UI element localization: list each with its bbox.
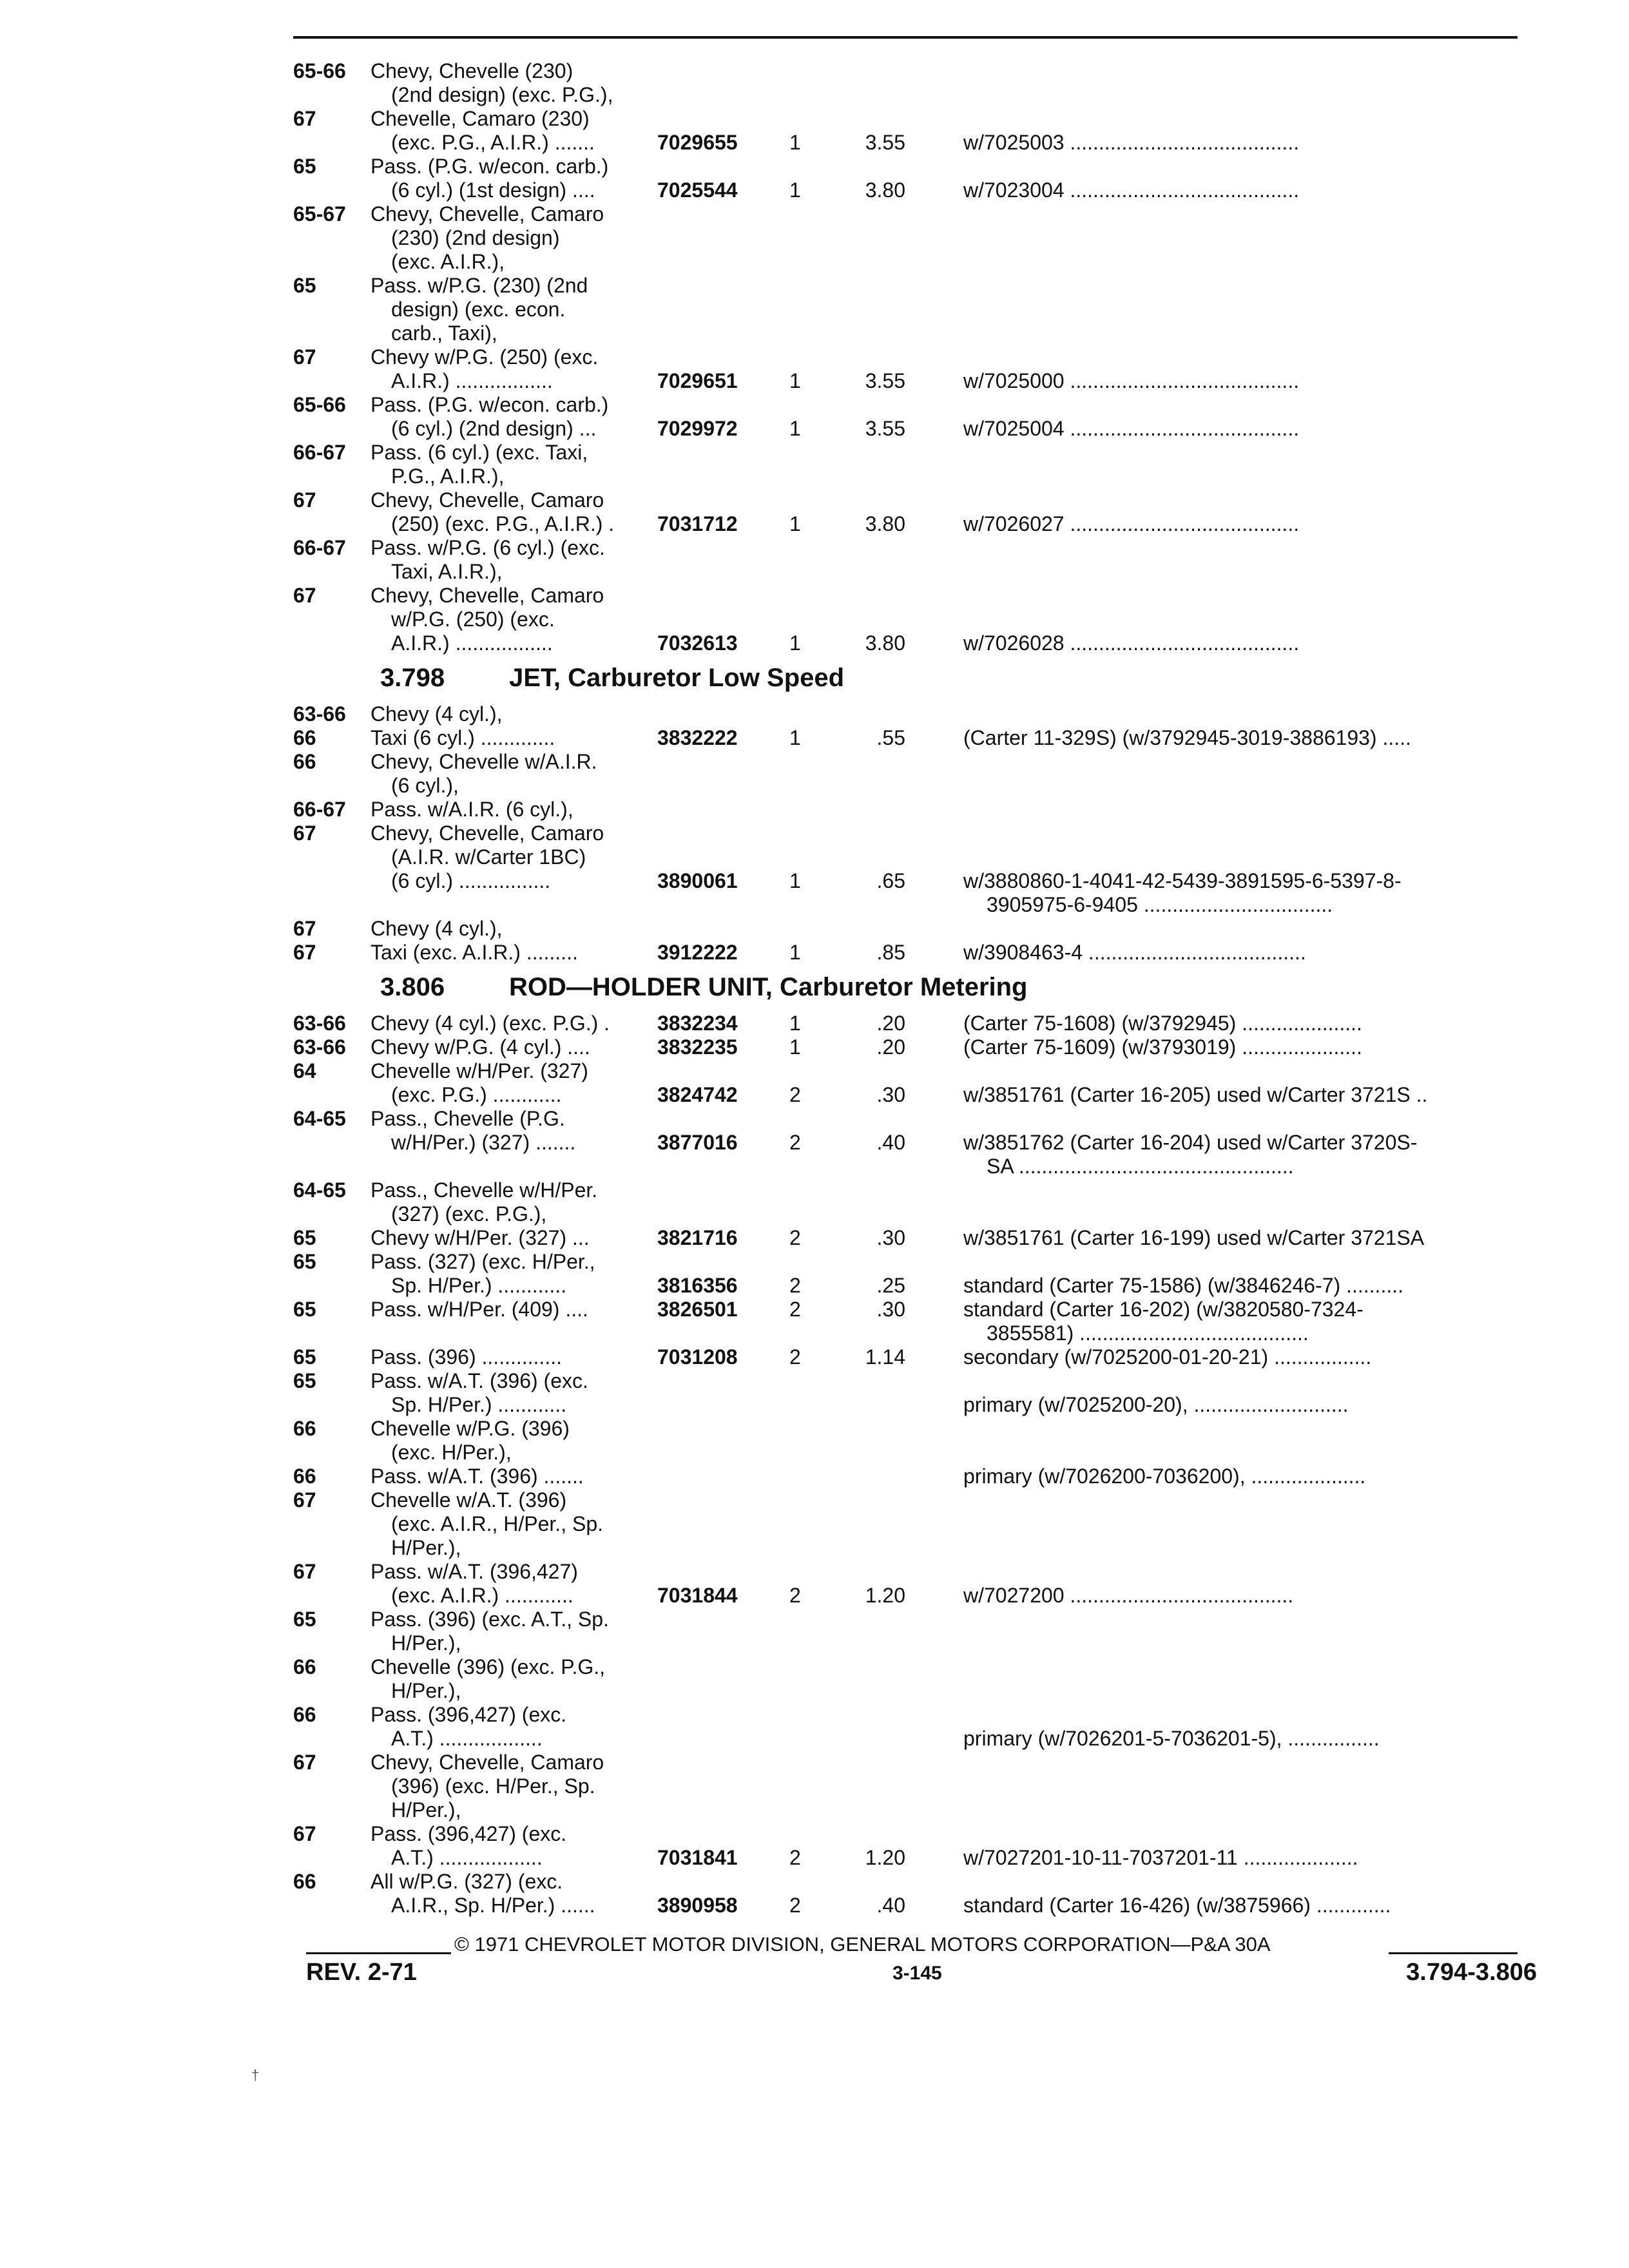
- page-number: 3-145: [892, 1963, 942, 1984]
- remarks: w/7026028 ........................................: [963, 631, 1300, 655]
- model-year: 64-65: [293, 1178, 346, 1202]
- quantity: 2: [789, 1345, 801, 1369]
- application-description: Pass. (6 cyl.) (exc. Taxi,: [371, 441, 588, 464]
- application-description: Pass. (396,427) (exc.: [371, 1703, 567, 1726]
- application-description: Pass. w/P.G. (6 cyl.) (exc.: [371, 536, 605, 559]
- application-description: w/P.G. (250) (exc.: [391, 608, 555, 631]
- price: 1.20: [865, 1846, 905, 1869]
- application-description: Sp. H/Per.) ............: [391, 1393, 567, 1416]
- application-description: H/Per.),: [391, 1679, 461, 1702]
- catalog-line: [293, 1369, 1530, 1393]
- catalog-line: [293, 774, 1530, 798]
- catalog-line: [293, 1250, 1530, 1274]
- catalog-line: [293, 845, 1530, 869]
- price: 1.14: [865, 1345, 905, 1369]
- application-description: Chevy, Chevelle, Camaro: [371, 202, 604, 226]
- remarks: 3905975-6-9405 .................................: [987, 893, 1333, 916]
- application-description: Chevelle w/A.T. (396): [371, 1488, 567, 1512]
- remarks: (Carter 75-1609) (w/3793019) .....................: [963, 1035, 1362, 1059]
- remarks: w/3851761 (Carter 16-199) used w/Carter 3721SA: [963, 1226, 1425, 1249]
- catalog-line: [293, 1584, 1530, 1608]
- catalog-line: [293, 1465, 1530, 1488]
- quantity: 2: [789, 1226, 801, 1249]
- section-title: ROD—HOLDER UNIT, Carburetor Metering: [509, 973, 1028, 1001]
- catalog-line: [293, 250, 1530, 274]
- application-description: Pass. w/A.T. (396) .......: [371, 1465, 584, 1488]
- quantity: 2: [789, 1894, 801, 1917]
- catalog-line: [293, 702, 1530, 726]
- catalog-line: [293, 1655, 1530, 1679]
- part-number: 7025544: [657, 178, 738, 202]
- part-number: 3832234: [657, 1012, 738, 1035]
- part-number: 3821716: [657, 1226, 738, 1249]
- application-description: Chevy (4 cyl.),: [371, 917, 503, 940]
- top-rule: [293, 36, 1518, 39]
- part-number: 3890061: [657, 869, 738, 892]
- model-year: 65: [293, 1369, 316, 1392]
- catalog-line: [293, 536, 1530, 560]
- application-description: Pass., Chevelle w/H/Per.: [371, 1178, 598, 1202]
- application-description: Pass. (327) (exc. H/Per.,: [371, 1250, 595, 1273]
- catalog-line: [293, 560, 1530, 584]
- remarks: 3855581) ........................................: [987, 1321, 1309, 1345]
- remarks: (Carter 11-329S) (w/3792945-3019-3886193) .....: [963, 726, 1411, 749]
- part-number: 3890958: [657, 1894, 738, 1917]
- quantity: 1: [789, 178, 801, 202]
- catalog-line: [293, 1488, 1530, 1512]
- catalog-line: [293, 750, 1530, 774]
- price: 1.20: [865, 1584, 905, 1607]
- quantity: 2: [789, 1131, 801, 1154]
- part-number: 7031208: [657, 1345, 738, 1369]
- model-year: 63-66: [293, 702, 346, 726]
- application-description: A.T.) ..................: [391, 1727, 543, 1750]
- model-year: 66-67: [293, 798, 346, 821]
- model-year: 67: [293, 1751, 316, 1774]
- model-year: 67: [293, 822, 316, 845]
- catalog-line: [293, 1703, 1530, 1727]
- model-year: 67: [293, 345, 316, 369]
- application-description: (exc. A.I.R.),: [391, 250, 505, 273]
- catalog-line: [293, 1894, 1530, 1917]
- catalog-line: [293, 1441, 1530, 1465]
- model-year: 67: [293, 584, 316, 607]
- catalog-line: [293, 1131, 1530, 1155]
- model-year: 63-66: [293, 1012, 346, 1035]
- application-description: Pass. (396) (exc. A.T., Sp.: [371, 1608, 609, 1631]
- quantity: 1: [789, 417, 801, 440]
- quantity: 1: [789, 869, 801, 892]
- application-description: Chevelle w/H/Per. (327): [371, 1059, 588, 1082]
- catalog-line: [293, 1274, 1530, 1298]
- price: .55: [876, 726, 905, 749]
- model-year: 65-67: [293, 202, 346, 226]
- catalog-line: [293, 1035, 1530, 1059]
- catalog-line: [293, 202, 1530, 226]
- catalog-line: [293, 83, 1530, 107]
- catalog-line: [293, 941, 1530, 965]
- jet-continuation-block: [293, 59, 1530, 655]
- application-description: (230) (2nd design): [391, 226, 560, 249]
- catalog-line: [293, 1822, 1530, 1846]
- model-year: 65-66: [293, 393, 346, 416]
- model-year: 66: [293, 1655, 316, 1678]
- catalog-line: [293, 512, 1530, 536]
- application-description: Chevy, Chevelle (230): [371, 59, 574, 82]
- model-year: 65: [293, 1226, 316, 1249]
- model-year: 66: [293, 1465, 316, 1488]
- footer-info-row: [306, 1959, 1537, 1991]
- catalog-line: [293, 131, 1530, 155]
- application-description: Pass. (P.G. w/econ. carb.): [371, 393, 609, 416]
- model-year: 64: [293, 1059, 316, 1082]
- quantity: 2: [789, 1298, 801, 1321]
- catalog-line: [293, 1321, 1530, 1345]
- quantity: 2: [789, 1584, 801, 1607]
- application-description: Pass. (396) ..............: [371, 1345, 562, 1369]
- application-description: Chevelle (396) (exc. P.G.,: [371, 1655, 606, 1678]
- quantity: 1: [789, 631, 801, 655]
- application-description: Pass., Chevelle (P.G.: [371, 1107, 565, 1130]
- quantity: 2: [789, 1274, 801, 1297]
- catalog-line: [293, 1202, 1530, 1226]
- catalog-line: [293, 1608, 1530, 1631]
- part-number: 3912222: [657, 941, 738, 964]
- catalog-line: [293, 1679, 1530, 1703]
- part-number: 7029651: [657, 369, 738, 392]
- application-description: (exc. A.I.R.) ............: [391, 1584, 574, 1607]
- section-number: 3.806: [380, 973, 445, 1001]
- catalog-line: [293, 155, 1530, 178]
- model-year: 67: [293, 488, 316, 512]
- price: 3.80: [865, 512, 905, 535]
- model-year: 64-65: [293, 1107, 346, 1130]
- application-description: Sp. H/Per.) ............: [391, 1274, 567, 1297]
- part-number: 3832222: [657, 726, 738, 749]
- application-description: w/H/Per.) (327) .......: [391, 1131, 576, 1154]
- application-description: Pass. w/A.T. (396) (exc.: [371, 1369, 588, 1392]
- application-description: P.G., A.I.R.),: [391, 465, 505, 488]
- application-description: Pass. (396,427) (exc.: [371, 1822, 567, 1845]
- catalog-line: [293, 893, 1530, 917]
- application-description: Chevy w/P.G. (4 cyl.) ....: [371, 1035, 590, 1059]
- remarks: primary (w/7026200-7036200), ....................: [963, 1465, 1366, 1488]
- application-description: (exc. A.I.R., H/Per., Sp.: [391, 1512, 603, 1535]
- application-description: Chevy, Chevelle, Camaro: [371, 1751, 604, 1774]
- model-year: 67: [293, 941, 316, 964]
- model-year: 66-67: [293, 441, 346, 464]
- application-description: (2nd design) (exc. P.G.),: [391, 83, 613, 106]
- model-year: 67: [293, 1822, 316, 1845]
- quantity: 1: [789, 941, 801, 964]
- model-year: 66: [293, 726, 316, 749]
- catalog-line: [293, 393, 1530, 417]
- remarks: secondary (w/7025200-01-20-21) .................: [963, 1345, 1372, 1369]
- catalog-line: [293, 1631, 1530, 1655]
- section-heading-rod: [380, 973, 1028, 1002]
- part-number: 3832235: [657, 1035, 738, 1059]
- application-description: Pass. w/A.T. (396,427): [371, 1560, 578, 1583]
- catalog-line: [293, 1798, 1530, 1822]
- part-number: 3816356: [657, 1274, 738, 1297]
- remarks: w/7027200 .......................................: [963, 1584, 1294, 1607]
- catalog-line: [293, 726, 1530, 750]
- model-year: 65: [293, 155, 316, 178]
- remarks: standard (Carter 16-426) (w/3875966) .............: [963, 1894, 1391, 1917]
- application-description: (327) (exc. P.G.),: [391, 1202, 547, 1225]
- remarks: SA ................................................: [987, 1155, 1294, 1178]
- quantity: 2: [789, 1083, 801, 1106]
- remarks: w/7025003 ........................................: [963, 131, 1300, 154]
- price: .40: [876, 1131, 905, 1154]
- quantity: 1: [789, 1035, 801, 1059]
- application-description: (396) (exc. H/Per., Sp.: [391, 1774, 595, 1798]
- catalog-line: [293, 584, 1530, 608]
- price: .30: [876, 1298, 905, 1321]
- application-description: Chevy (4 cyl.) (exc. P.G.) .: [371, 1012, 610, 1035]
- remarks: w/3851762 (Carter 16-204) used w/Carter 3720S-: [963, 1131, 1418, 1154]
- application-description: Taxi (exc. A.I.R.) .........: [371, 941, 578, 964]
- catalog-line: [293, 608, 1530, 631]
- copyright-text: © 1971 CHEVROLET MOTOR DIVISION, GENERAL MOTORS CORPORATION—P&A 30A: [454, 1933, 1271, 1956]
- application-description: Chevy, Chevelle w/A.I.R.: [371, 750, 597, 773]
- application-description: (A.I.R. w/Carter 1BC): [391, 845, 586, 869]
- price: 3.55: [865, 417, 905, 440]
- remarks: w/7025000 ........................................: [963, 369, 1300, 392]
- section-title: JET, Carburetor Low Speed: [509, 664, 845, 692]
- catalog-line: [293, 465, 1530, 488]
- application-description: A.I.R.) .................: [391, 369, 553, 392]
- model-year: 67: [293, 1488, 316, 1512]
- part-number: 7029655: [657, 131, 738, 154]
- catalog-line: [293, 107, 1530, 131]
- catalog-line: [293, 1751, 1530, 1774]
- model-year: 67: [293, 107, 316, 130]
- catalog-line: [293, 1536, 1530, 1560]
- application-description: Chevy w/H/Per. (327) ...: [371, 1226, 590, 1249]
- catalog-line: [293, 178, 1530, 202]
- part-number: 7032613: [657, 631, 738, 655]
- catalog-line: [293, 1417, 1530, 1441]
- price: .85: [876, 941, 905, 964]
- model-year: 66-67: [293, 536, 346, 559]
- part-number: 3877016: [657, 1131, 738, 1154]
- part-number: 7031844: [657, 1584, 738, 1607]
- price: .40: [876, 1894, 905, 1917]
- model-year: 66: [293, 1703, 316, 1726]
- catalog-line: [293, 1774, 1530, 1798]
- model-year: 66: [293, 750, 316, 773]
- model-year: 65: [293, 274, 316, 297]
- application-description: (6 cyl.),: [391, 774, 459, 797]
- application-description: H/Per.),: [391, 1798, 461, 1821]
- catalog-line: [293, 1178, 1530, 1202]
- remarks: (Carter 75-1608) (w/3792945) .....................: [963, 1012, 1362, 1035]
- price: .30: [876, 1226, 905, 1249]
- application-description: Taxi, A.I.R.),: [391, 560, 503, 583]
- remarks: standard (Carter 75-1586) (w/3846246-7) ..........: [963, 1274, 1403, 1297]
- model-year: 67: [293, 1560, 316, 1583]
- catalog-line: [293, 1512, 1530, 1536]
- catalog-line: [293, 488, 1530, 512]
- application-description: Pass. w/A.I.R. (6 cyl.),: [371, 798, 574, 821]
- catalog-line: [293, 1083, 1530, 1107]
- model-year: 65-66: [293, 59, 346, 82]
- model-year: 63-66: [293, 1035, 346, 1059]
- application-description: Chevy, Chevelle, Camaro: [371, 822, 604, 845]
- catalog-line: [293, 1012, 1530, 1035]
- catalog-line: [293, 869, 1530, 893]
- remarks: w/7026027 ........................................: [963, 512, 1300, 535]
- price: .30: [876, 1083, 905, 1106]
- quantity: 1: [789, 131, 801, 154]
- quantity: 1: [789, 369, 801, 392]
- model-year: 65: [293, 1298, 316, 1321]
- application-description: Chevy (4 cyl.),: [371, 702, 503, 726]
- model-year: 65: [293, 1345, 316, 1369]
- remarks: w/3880860-1-4041-42-5439-3891595-6-5397-8-: [963, 869, 1402, 892]
- remarks: standard (Carter 16-202) (w/3820580-7324-: [963, 1298, 1364, 1321]
- catalog-line: [293, 59, 1530, 83]
- remarks: w/7025004 ........................................: [963, 417, 1300, 440]
- model-year: 67: [293, 917, 316, 940]
- application-description: Chevelle, Camaro (230): [371, 107, 590, 130]
- application-description: A.I.R., Sp. H/Per.) ......: [391, 1894, 595, 1917]
- application-description: (exc. H/Per.),: [391, 1441, 512, 1464]
- application-description: Chevelle w/P.G. (396): [371, 1417, 570, 1440]
- application-description: (6 cyl.) (1st design) ....: [391, 178, 595, 202]
- application-description: Pass. (P.G. w/econ. carb.): [371, 155, 609, 178]
- quantity: 1: [789, 512, 801, 535]
- application-description: (exc. P.G.) ............: [391, 1083, 562, 1106]
- catalog-line: [293, 298, 1530, 322]
- application-description: (exc. P.G., A.I.R.) .......: [391, 131, 595, 154]
- part-number: 7031712: [657, 512, 738, 535]
- remarks: primary (w/7025200-20), ...........................: [963, 1393, 1349, 1416]
- price: 3.80: [865, 631, 905, 655]
- catalog-line: [293, 1298, 1530, 1321]
- model-year: 66: [293, 1417, 316, 1440]
- catalog-line: [293, 822, 1530, 845]
- application-description: Chevy, Chevelle, Camaro: [371, 584, 604, 607]
- page-footer: [306, 1933, 1537, 1991]
- price: 3.80: [865, 178, 905, 202]
- application-description: (6 cyl.) (2nd design) ...: [391, 417, 597, 440]
- application-description: (6 cyl.) ................: [391, 869, 551, 892]
- revision-label: REV. 2-71: [306, 1959, 417, 1986]
- application-description: Taxi (6 cyl.) .............: [371, 726, 555, 749]
- rod-holder-block: [293, 1012, 1530, 1917]
- part-number: 3826501: [657, 1298, 738, 1321]
- catalog-line: [293, 1560, 1530, 1584]
- catalog-line: [293, 1345, 1530, 1369]
- application-description: Pass. w/P.G. (230) (2nd: [371, 274, 588, 297]
- catalog-line: [293, 322, 1530, 345]
- catalog-line: [293, 917, 1530, 941]
- catalog-line: [293, 345, 1530, 369]
- catalog-line: [293, 798, 1530, 822]
- catalog-line: [293, 631, 1530, 655]
- application-description: Chevy w/P.G. (250) (exc.: [371, 345, 599, 369]
- quantity: 2: [789, 1846, 801, 1869]
- quantity: 1: [789, 726, 801, 749]
- application-description: A.I.R.) .................: [391, 631, 553, 655]
- catalog-line: [293, 274, 1530, 298]
- section-number: 3.798: [380, 664, 445, 692]
- footer-rule-right: [1389, 1952, 1518, 1954]
- footer-rule-left: [306, 1952, 451, 1954]
- price: .20: [876, 1012, 905, 1035]
- application-description: Chevy, Chevelle, Camaro: [371, 488, 604, 512]
- catalog-line: [293, 441, 1530, 465]
- quantity: 1: [789, 1012, 801, 1035]
- catalog-line: [293, 1727, 1530, 1751]
- jet-low-speed-block: [293, 702, 1530, 965]
- application-description: Pass. w/H/Per. (409) ....: [371, 1298, 588, 1321]
- footer-copyright-row: [306, 1933, 1537, 1959]
- application-description: H/Per.),: [391, 1536, 461, 1559]
- part-number: 7031841: [657, 1846, 738, 1869]
- model-year: 65: [293, 1608, 316, 1631]
- application-description: All w/P.G. (327) (exc.: [371, 1870, 563, 1893]
- remarks: primary (w/7026201-5-7036201-5), ................: [963, 1727, 1380, 1750]
- remarks: w/7027201-10-11-7037201-11 ....................: [963, 1846, 1358, 1869]
- catalog-line: [293, 1059, 1530, 1083]
- remarks: w/7023004 ........................................: [963, 178, 1300, 202]
- application-description: (250) (exc. P.G., A.I.R.) .: [391, 512, 615, 535]
- catalog-line: [293, 1226, 1530, 1250]
- section-range: 3.794-3.806: [1406, 1959, 1537, 1986]
- catalog-line: [293, 1155, 1530, 1178]
- price: .65: [876, 869, 905, 892]
- price: 3.55: [865, 369, 905, 392]
- section-heading-jet: [380, 664, 844, 693]
- application-description: H/Per.),: [391, 1631, 461, 1655]
- application-description: A.T.) ..................: [391, 1846, 543, 1869]
- catalog-line: [293, 1107, 1530, 1131]
- price: .20: [876, 1035, 905, 1059]
- catalog-line: [293, 226, 1530, 250]
- catalog-line: [293, 1870, 1530, 1894]
- stray-mark: †: [251, 2067, 260, 2083]
- part-number: 7029972: [657, 417, 738, 440]
- remarks: w/3851761 (Carter 16-205) used w/Carter 3721S ..: [963, 1083, 1428, 1106]
- catalog-line: [293, 1846, 1530, 1870]
- catalog-line: [293, 1393, 1530, 1417]
- model-year: 66: [293, 1870, 316, 1893]
- price: 3.55: [865, 131, 905, 154]
- part-number: 3824742: [657, 1083, 738, 1106]
- application-description: carb., Taxi),: [391, 322, 497, 345]
- catalog-line: [293, 417, 1530, 441]
- application-description: design) (exc. econ.: [391, 298, 566, 321]
- model-year: 65: [293, 1250, 316, 1273]
- price: .25: [876, 1274, 905, 1297]
- remarks: w/3908463-4 ......................................: [963, 941, 1306, 964]
- catalog-line: [293, 369, 1530, 393]
